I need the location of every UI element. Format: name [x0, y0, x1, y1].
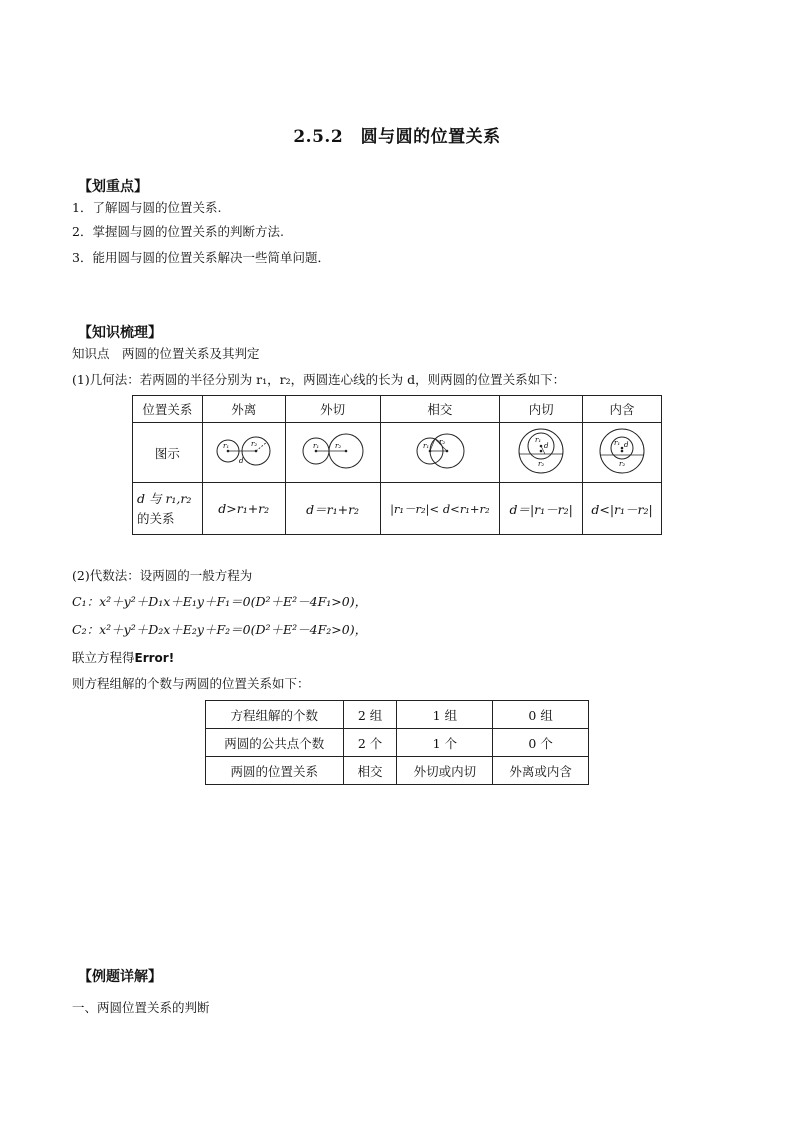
- geometry-table: [132, 395, 662, 535]
- fig-r1-label: r₁: [614, 439, 621, 447]
- c2-equation: C₂：x²＋y²＋D₂x＋E₂y＋F₂＝0(D²＋E²－4F₂>0)，: [72, 622, 368, 637]
- relation-label-line2: 的关系: [137, 510, 175, 526]
- solution-intro: 则方程组解的个数与两圆的位置关系如下：: [72, 676, 310, 691]
- internal-tangent-figure: [511, 424, 571, 478]
- sol-cell: 2 个: [343, 729, 397, 757]
- fig-r1-label: r₁: [535, 436, 542, 444]
- sol-cell: 外离或内含: [493, 757, 589, 785]
- figure-external-tangent: [285, 423, 380, 483]
- sol-cell: 相交: [343, 757, 397, 785]
- examples-heading: 【例题详解】: [78, 969, 162, 985]
- fig-d-label: d: [544, 442, 549, 450]
- combine-prefix: 联立方程得: [72, 650, 135, 665]
- geo-header-cell: 相交: [380, 396, 500, 423]
- figure-separate: [202, 423, 285, 483]
- geo-figure-label: 图示: [133, 423, 203, 483]
- fig-d-label: d: [238, 457, 244, 465]
- c1-equation: C₁：x²＋y²＋D₁x＋E₁y＋F₁＝0(D²＋E²－4F₁>0)，: [72, 594, 368, 609]
- key-point-item: 3．能用圆与圆的位置关系解决一些简单问题．: [72, 250, 330, 265]
- fig-r2-label: r₂: [619, 460, 626, 468]
- relation-cell: d＝|r₁－r₂|: [500, 483, 583, 535]
- relation-cell: |r₁－r₂|< d<r₁+r₂: [380, 483, 500, 535]
- key-points-heading: 【划重点】: [78, 179, 148, 195]
- relation-cell: d<|r₁－r₂|: [583, 483, 662, 535]
- figure-contained: [583, 423, 662, 483]
- relation-label-line1: d 与 r₁,r₂: [137, 490, 192, 506]
- algebra-intro: (2)代数法：设两圆的一般方程为: [72, 568, 253, 583]
- relation-cell: d＝r₁+r₂: [285, 483, 380, 535]
- geo-header-cell: 内切: [500, 396, 583, 423]
- knowledge-point-label: 知识点 两圆的位置关系及其判定: [72, 346, 260, 361]
- key-point-item: 1．了解圆与圆的位置关系.: [72, 200, 222, 215]
- solution-table: [205, 700, 589, 785]
- intersecting-circles-figure: [405, 426, 475, 476]
- contained-circles-figure: [592, 424, 652, 478]
- geo-header-cell: 外切: [285, 396, 380, 423]
- fig-r1-label: r₁: [422, 442, 430, 450]
- page-title: 2.5.2 圆与圆的位置关系: [293, 127, 501, 147]
- geometry-intro: (1)几何法：若两圆的半径分别为 r₁，r₂，两圆连心线的长为 d，则两圆的位置关系如下：: [72, 372, 566, 387]
- fig-r2-label: r₂: [538, 460, 545, 468]
- sol-cell: 2 组: [343, 701, 397, 729]
- sol-cell: 1 个: [397, 729, 493, 757]
- knowledge-heading: 【知识梳理】: [78, 325, 162, 341]
- sol-cell: 0 个: [493, 729, 589, 757]
- sol-cell: 1 组: [397, 701, 493, 729]
- fig-r2-label: r₂: [250, 440, 257, 448]
- sol-cell: 两圆的公共点个数: [206, 729, 344, 757]
- figure-intersect: [380, 423, 500, 483]
- relation-cell: d>r₁+r₂: [202, 483, 285, 535]
- external-tangent-figure: [297, 426, 369, 476]
- fig-r1-label: r₁: [222, 442, 229, 450]
- sol-cell: 0 组: [493, 701, 589, 729]
- geo-header-cell: 外离: [202, 396, 285, 423]
- geo-header-cell: 位置关系: [133, 396, 203, 423]
- combine-line: [72, 648, 174, 666]
- combine-error: Error!: [134, 651, 175, 665]
- fig-r1-label: r₁: [312, 442, 319, 450]
- sol-cell: 两圆的位置关系: [206, 757, 344, 785]
- fig-r2-label: r₂: [438, 438, 446, 446]
- geo-header-cell: 内含: [583, 396, 662, 423]
- separate-circles-figure: [209, 426, 279, 476]
- examples-subheading: 一、两圆位置关系的判断: [72, 1000, 210, 1015]
- figure-internal-tangent: [500, 423, 583, 483]
- sol-cell: 方程组解的个数: [206, 701, 344, 729]
- geo-relation-label: [133, 483, 203, 535]
- fig-r2-label: r₂: [334, 442, 341, 450]
- sol-cell: 外切或内切: [397, 757, 493, 785]
- key-point-item: 2．掌握圆与圆的位置关系的判断方法.: [72, 224, 284, 239]
- fig-d-label: d: [624, 441, 629, 449]
